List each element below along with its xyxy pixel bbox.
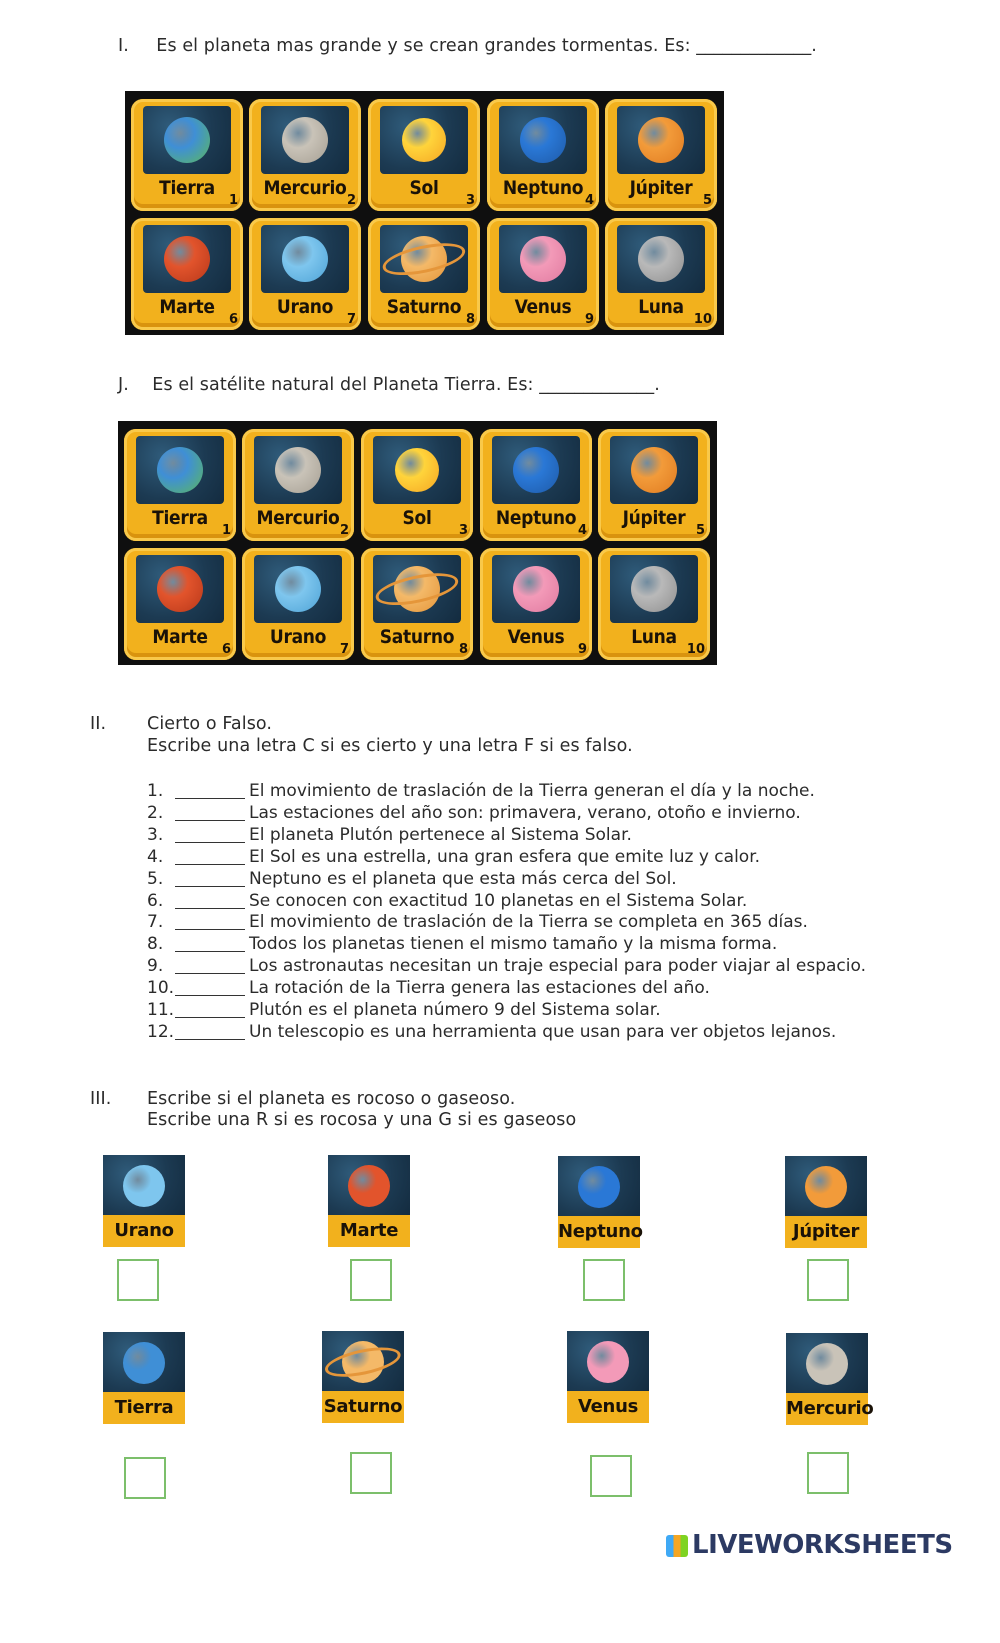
tf-item-text: Plutón es el planeta número 9 del Sistema solar. — [249, 1000, 661, 1020]
tf-item-number: 7. — [147, 912, 164, 933]
planet-card-1-4[interactable] — [487, 99, 599, 211]
planet-card-number: 4 — [584, 193, 594, 208]
card-window — [373, 555, 461, 623]
mercury-icon — [275, 447, 321, 493]
planet-card-label: Tierra — [152, 507, 208, 529]
planet-icon — [578, 1166, 620, 1208]
tf-answer-blank[interactable] — [175, 951, 245, 952]
planet-card-label: Saturno — [386, 296, 462, 318]
planet-card-label: Luna — [638, 296, 684, 318]
planet-card-label: Luna — [631, 626, 677, 648]
planet-card-1-2[interactable] — [249, 99, 361, 211]
planet-card-2-7[interactable] — [242, 548, 354, 660]
planet-card-number: 6 — [221, 642, 231, 657]
card-window — [254, 555, 342, 623]
tf-answer-blank[interactable] — [175, 908, 245, 909]
tf-answer-blank[interactable] — [175, 842, 245, 843]
planet-card-2-5[interactable] — [598, 429, 710, 541]
neptune-icon — [520, 117, 566, 163]
section-iii-title: Escribe si el planeta es rocoso o gaseoso. — [147, 1089, 516, 1109]
planet-card-1-8[interactable] — [368, 218, 480, 330]
tf-answer-blank[interactable] — [175, 798, 245, 799]
planet-card-number: 1 — [228, 193, 238, 208]
planet-tile-label: Tierra — [103, 1392, 185, 1424]
tf-item-number: 5. — [147, 868, 164, 889]
planet-card-label: Venus — [514, 296, 572, 318]
tf-answer-blank[interactable] — [175, 973, 245, 974]
section-ii-title: Cierto o Falso. — [147, 714, 273, 734]
planet-card-number: 3 — [465, 193, 475, 208]
liveworksheets-logo-icon — [666, 1535, 688, 1557]
planet-card-1-6[interactable] — [131, 218, 243, 330]
moon-icon — [631, 566, 677, 612]
jupiter-icon — [638, 117, 684, 163]
uranus-icon — [275, 566, 321, 612]
planet-icon — [587, 1341, 629, 1383]
tf-item-text: Los astronautas necesitan un traje especial para poder viajar al espacio. — [249, 956, 867, 977]
planet-tile-5 — [103, 1332, 185, 1424]
planet-card-number: 2 — [346, 193, 356, 208]
tf-item-text: Neptuno es el planeta que esta más cerca del Sol. — [249, 868, 677, 889]
tf-item — [147, 934, 867, 956]
planet-card-label: Saturno — [379, 626, 455, 648]
planet-icon — [806, 1343, 848, 1385]
planet-card-2-8[interactable] — [361, 548, 473, 660]
uranus-icon — [282, 236, 328, 282]
planet-card-number: 4 — [577, 523, 587, 538]
planet-card-2-3[interactable] — [361, 429, 473, 541]
moon-icon — [638, 236, 684, 282]
saturn-icon — [394, 566, 440, 612]
tf-item-text: Todos los planetas tienen el mismo tamaño y la misma forma. — [249, 934, 778, 955]
planet-card-label: Marte — [159, 296, 215, 318]
section-iii-instruction: Escribe una R si es rocosa y una G si es gaseoso — [147, 1110, 577, 1130]
tf-item-text: El planeta Plutón pertenece al Sistema Solar. — [249, 824, 632, 845]
planet-tile-label: Saturno — [322, 1391, 404, 1423]
earth-icon — [157, 447, 203, 493]
card-window — [499, 106, 587, 174]
tf-item-text: Se conocen con exactitud 10 planetas en el Sistema Solar. — [249, 890, 748, 911]
earth-icon — [164, 117, 210, 163]
section-ii-instruction: Escribe una letra C si es cierto y una letra F si es falso. — [147, 736, 633, 756]
card-window — [143, 225, 231, 293]
card-window — [261, 106, 349, 174]
answer-box[interactable] — [590, 1455, 632, 1497]
tf-answer-blank[interactable] — [175, 820, 245, 821]
tf-item-text: Un telescopio es una herramienta que usan para ver objetos lejanos. — [249, 1021, 837, 1042]
tf-item-number: 2. — [147, 802, 164, 823]
venus-icon — [513, 566, 559, 612]
sun-icon — [395, 448, 439, 492]
tf-item-text: El Sol es una estrella, una gran esfera que emite luz y calor. — [249, 846, 761, 867]
planet-card-number: 10 — [686, 642, 705, 657]
card-window — [617, 106, 705, 174]
tf-item-number: 11. — [147, 1000, 175, 1020]
planet-card-number: 10 — [693, 312, 712, 327]
planet-card-label: Sol — [402, 507, 432, 529]
planet-tile-3 — [558, 1156, 643, 1248]
sun-icon — [402, 118, 446, 162]
tf-item-text: La rotación de la Tierra genera las estaciones del año. — [249, 978, 710, 999]
planet-card-number: 7 — [346, 312, 356, 327]
planet-card-label: Mercurio — [263, 177, 347, 199]
tf-answer-blank[interactable] — [175, 886, 245, 887]
card-window — [617, 225, 705, 293]
planet-card-number: 2 — [339, 523, 349, 538]
answer-box[interactable] — [807, 1452, 849, 1494]
tile-window — [786, 1333, 868, 1395]
answer-box[interactable] — [807, 1259, 849, 1301]
tf-item — [147, 803, 867, 825]
tile-window — [785, 1156, 867, 1218]
tf-item-text: El movimiento de traslación de la Tierra se completa en 365 días. — [249, 912, 808, 933]
planet-tile-2 — [328, 1155, 410, 1247]
jupiter-icon — [631, 447, 677, 493]
planet-icon — [123, 1342, 165, 1384]
tf-item — [147, 978, 867, 1000]
question-i-letter: I. — [118, 36, 129, 56]
card-window — [136, 555, 224, 623]
planet-card-grid-2 — [118, 421, 717, 665]
tf-item — [147, 912, 867, 934]
tf-answer-blank[interactable] — [175, 864, 245, 865]
card-window — [610, 436, 698, 504]
tf-item — [147, 869, 867, 891]
planet-card-number: 9 — [584, 312, 594, 327]
answer-box[interactable] — [350, 1259, 392, 1301]
planet-card-label: Sol — [409, 177, 439, 199]
tile-window — [328, 1155, 410, 1217]
planet-tile-label: Mercurio — [786, 1393, 868, 1425]
card-window — [380, 225, 468, 293]
card-window — [610, 555, 698, 623]
question-i — [118, 36, 817, 56]
answer-box[interactable] — [583, 1259, 625, 1301]
card-window — [136, 436, 224, 504]
planet-card-2-9[interactable] — [480, 548, 592, 660]
planet-card-number: 1 — [221, 523, 231, 538]
planet-tile-label: Marte — [328, 1215, 410, 1247]
planet-card-label: Júpiter — [629, 177, 693, 199]
tf-item-number: 8. — [147, 934, 164, 955]
liveworksheets-logo[interactable] — [666, 1530, 953, 1560]
answer-box[interactable] — [117, 1259, 159, 1301]
card-window — [261, 225, 349, 293]
tile-window — [322, 1331, 404, 1393]
tf-item — [147, 956, 867, 978]
card-window — [492, 436, 580, 504]
planet-card-number: 8 — [465, 312, 475, 327]
card-window — [492, 555, 580, 623]
question-j-text: Es el satélite natural del Planeta Tierra. Es: _____________. — [152, 375, 660, 395]
tf-item — [147, 1022, 867, 1044]
planet-card-number: 9 — [577, 642, 587, 657]
tf-item-number: 1. — [147, 781, 164, 801]
section-iii-numeral: III. — [90, 1089, 112, 1109]
planet-card-number: 5 — [702, 193, 712, 208]
planet-tile-label: Neptuno — [558, 1216, 640, 1248]
planet-tile-label: Venus — [567, 1391, 649, 1423]
planet-card-number: 7 — [339, 642, 349, 657]
section-ii-numeral: II. — [90, 714, 107, 734]
planet-card-1-1[interactable] — [131, 99, 243, 211]
planet-card-2-10[interactable] — [598, 548, 710, 660]
planet-icon — [342, 1341, 384, 1383]
planet-tile-6 — [322, 1331, 404, 1423]
planet-icon — [123, 1165, 165, 1207]
mars-icon — [164, 236, 210, 282]
tf-item-number: 9. — [147, 956, 164, 977]
question-j-letter: J. — [118, 375, 129, 395]
neptune-icon — [513, 447, 559, 493]
planet-card-label: Tierra — [159, 177, 215, 199]
planet-card-1-5[interactable] — [605, 99, 717, 211]
tf-item-number: 6. — [147, 890, 164, 911]
planet-card-label: Urano — [269, 626, 327, 648]
card-window — [499, 225, 587, 293]
card-window — [380, 106, 468, 174]
card-window — [373, 436, 461, 504]
tf-item — [147, 891, 867, 913]
planet-card-grid-1 — [125, 91, 724, 335]
tf-item-number: 12. — [147, 1021, 175, 1042]
planet-card-label: Marte — [152, 626, 208, 648]
question-i-text: Es el planeta mas grande y se crean grandes tormentas. Es: _____________. — [156, 36, 817, 56]
tf-item-text: El movimiento de traslación de la Tierra generan el día y la noche. — [249, 781, 815, 801]
planet-card-label: Venus — [507, 626, 565, 648]
tile-window — [567, 1331, 649, 1393]
planet-card-number: 8 — [458, 642, 468, 657]
planet-tile-4 — [785, 1156, 867, 1248]
logo-text: LIVEWORKSHEETS — [692, 1530, 953, 1560]
planet-tile-8 — [786, 1333, 874, 1425]
tf-answer-blank[interactable] — [175, 995, 245, 996]
tf-item-number: 4. — [147, 846, 164, 867]
planet-card-label: Júpiter — [622, 507, 686, 529]
venus-icon — [520, 236, 566, 282]
tile-window — [103, 1332, 185, 1394]
planet-card-label: Neptuno — [495, 507, 577, 529]
planet-card-1-7[interactable] — [249, 218, 361, 330]
planet-tile-label: Júpiter — [785, 1216, 867, 1248]
tf-item-text: Las estaciones del año son: primavera, verano, otoño e invierno. — [249, 802, 801, 823]
planet-card-number: 5 — [695, 523, 705, 538]
planet-tile-1 — [103, 1155, 185, 1247]
planet-card-2-4[interactable] — [480, 429, 592, 541]
answer-box[interactable] — [124, 1457, 166, 1499]
tile-window — [103, 1155, 185, 1217]
planet-card-label: Urano — [276, 296, 334, 318]
tf-answer-blank[interactable] — [175, 1017, 245, 1018]
tf-item — [147, 781, 867, 803]
planet-card-label: Neptuno — [502, 177, 584, 199]
planet-icon — [348, 1165, 390, 1207]
tf-answer-blank[interactable] — [175, 1039, 245, 1040]
mars-icon — [157, 566, 203, 612]
planet-card-1-9[interactable] — [487, 218, 599, 330]
tf-item — [147, 847, 867, 869]
card-window — [254, 436, 342, 504]
tf-item — [147, 825, 867, 847]
planet-card-number: 6 — [228, 312, 238, 327]
tile-window — [558, 1156, 640, 1218]
planet-tile-7 — [567, 1331, 649, 1423]
planet-card-2-2[interactable] — [242, 429, 354, 541]
planet-card-1-10[interactable] — [605, 218, 717, 330]
saturn-icon — [401, 236, 447, 282]
tf-item — [147, 1000, 867, 1022]
mercury-icon — [282, 117, 328, 163]
planet-card-2-1[interactable] — [124, 429, 236, 541]
planet-icon — [805, 1166, 847, 1208]
card-window — [143, 106, 231, 174]
answer-box[interactable] — [350, 1452, 392, 1494]
tf-item-number: 10. — [147, 978, 175, 999]
planet-card-1-3[interactable] — [368, 99, 480, 211]
tf-answer-blank[interactable] — [175, 929, 245, 930]
planet-card-number: 3 — [458, 523, 468, 538]
tf-item-number: 3. — [147, 824, 164, 845]
planet-card-label: Mercurio — [256, 507, 340, 529]
planet-tile-label: Urano — [103, 1215, 185, 1247]
question-j — [118, 375, 660, 395]
planet-card-2-6[interactable] — [124, 548, 236, 660]
